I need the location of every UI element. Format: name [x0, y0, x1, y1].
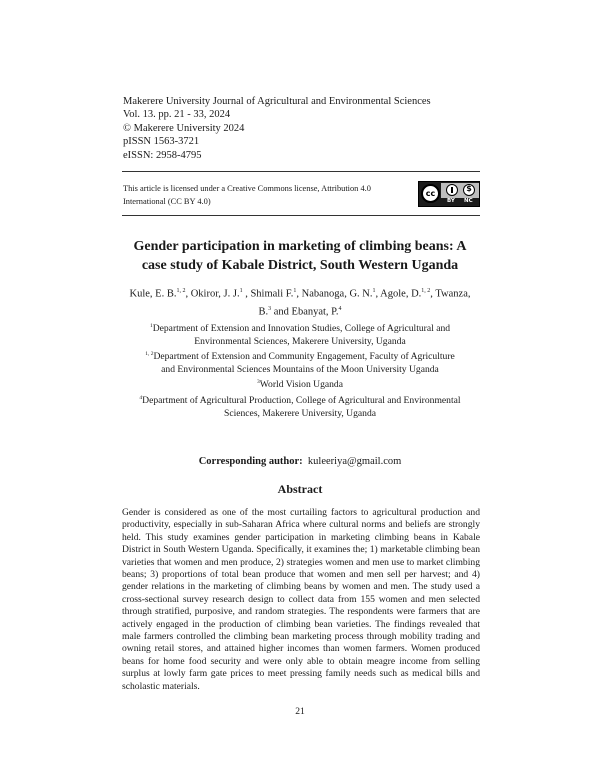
author-name: , Agole, D.	[375, 288, 422, 300]
affiliation-line: Department of Extension and Community Engagement, Faculty of Agriculture	[153, 351, 455, 363]
author-name: , Shimali F.	[242, 288, 294, 300]
divider-bottom	[122, 215, 480, 216]
corresponding-author-label: Corresponding author:	[198, 456, 303, 467]
author-superscript: 3	[268, 305, 272, 312]
author-superscript: 4	[338, 305, 342, 312]
abstract-body: Gender is considered as one of the most curtailing factors to agricultural production and productivity, especially in sub-Saharan Africa where cultural norms and beliefs are strongly held. This study examines gender participation in marketing climbing beans in Kabale District in South Western Uganda. Specifically, it examines the; 1) marketable climbing bean varieties that women and men produce, 2) strategies women and men use to market climbing beans; 3) proportions of total bean produce that women and men sell per harvest; and 4) gender relations in the marketing of climbing beans by women and men. The study used a cross-sectional survey research design to collect data from 155 women and men selected through stratified, purposive, and random strategies. The respondents were farmers that are actively engaged in the production of climbing bean varieties. The findings revealed that male farmers controlled the climbing bean marketing process through mobility trading and owning retail stores, and attained higher incomes than women farmers. Women produced beans for home food security and were only able to obtain meagre income from selling surplus at lowly farm gate prices to meet pressing family needs such as medical bills and scholastic materials.	[122, 507, 480, 692]
author-name: B.	[258, 306, 269, 317]
divider-top	[122, 171, 480, 172]
author-name: , Okiror, J. J.	[185, 288, 240, 300]
affiliation-superscript: 3	[257, 379, 260, 386]
journal-eissn: eISSN: 2958-4795	[123, 149, 202, 161]
author-name: Kule, E. B.	[129, 288, 177, 300]
affiliation-2	[120, 348, 480, 376]
affiliation-line: World Vision Uganda	[259, 379, 343, 391]
author-name: , Nabanoga, G. N.	[296, 288, 373, 300]
author-superscript: 1	[372, 288, 376, 294]
noncommercial-icon	[463, 184, 475, 196]
author-superscript: 1, 2	[176, 288, 186, 294]
affiliation-superscript: 1, 2	[145, 351, 154, 358]
journal-pissn: pISSN 1563-3721	[123, 136, 200, 148]
affiliation-line: Environmental Sciences, Makerere University, Uganda	[194, 336, 406, 348]
author-name: , Twanza,	[430, 288, 471, 300]
affiliation-3	[120, 376, 480, 391]
license-text: This article is licensed under a Creative Commons license, Attribution 4.0 International (CC BY 4.0)	[123, 184, 371, 206]
affiliation-superscript: 1	[149, 323, 153, 329]
affiliations	[120, 320, 480, 420]
journal-name: Makerere University Journal of Agricultural and Environmental Sciences	[123, 96, 431, 107]
author-superscript: 1	[239, 288, 243, 294]
author-name: and Ebanyat, P.	[271, 306, 339, 317]
article-title: Gender participation in marketing of climbing beans: A case study of Kabale District, South Western Uganda	[133, 239, 467, 273]
cc-by-label: BY	[447, 198, 455, 204]
author-superscript: 1, 2	[421, 288, 431, 294]
author-list	[120, 284, 480, 319]
cc-nc-label: NC	[464, 198, 473, 204]
cc-icon: cc	[421, 184, 440, 203]
corresponding-author-email[interactable]: kuleeriya@gmail.com	[307, 456, 402, 467]
affiliation-line: and Environmental Sciences Mountains of the Moon University Uganda	[161, 364, 439, 376]
affiliation-line: Department of Agricultural Production, College of Agricultural and Environmental	[142, 394, 461, 406]
abstract-heading: Abstract	[277, 482, 323, 496]
corresponding-author	[120, 455, 480, 468]
affiliation-superscript: 4	[139, 394, 143, 401]
affiliation-1	[120, 320, 480, 348]
journal-volume: Vol. 13. pp. 21 - 33, 2024	[123, 109, 231, 121]
cc-license-badge[interactable]	[418, 181, 480, 207]
attribution-icon	[446, 184, 458, 196]
journal-copyright: © Makerere University 2024	[123, 122, 245, 134]
journal-header	[123, 95, 503, 162]
affiliation-4	[120, 392, 480, 420]
affiliation-line: Department of Extension and Innovation Studies, College of Agricultural and	[152, 323, 451, 335]
affiliation-line: Sciences, Makerere University, Uganda	[223, 407, 377, 419]
author-superscript: 1	[293, 288, 297, 294]
page-number: 21	[295, 706, 305, 717]
